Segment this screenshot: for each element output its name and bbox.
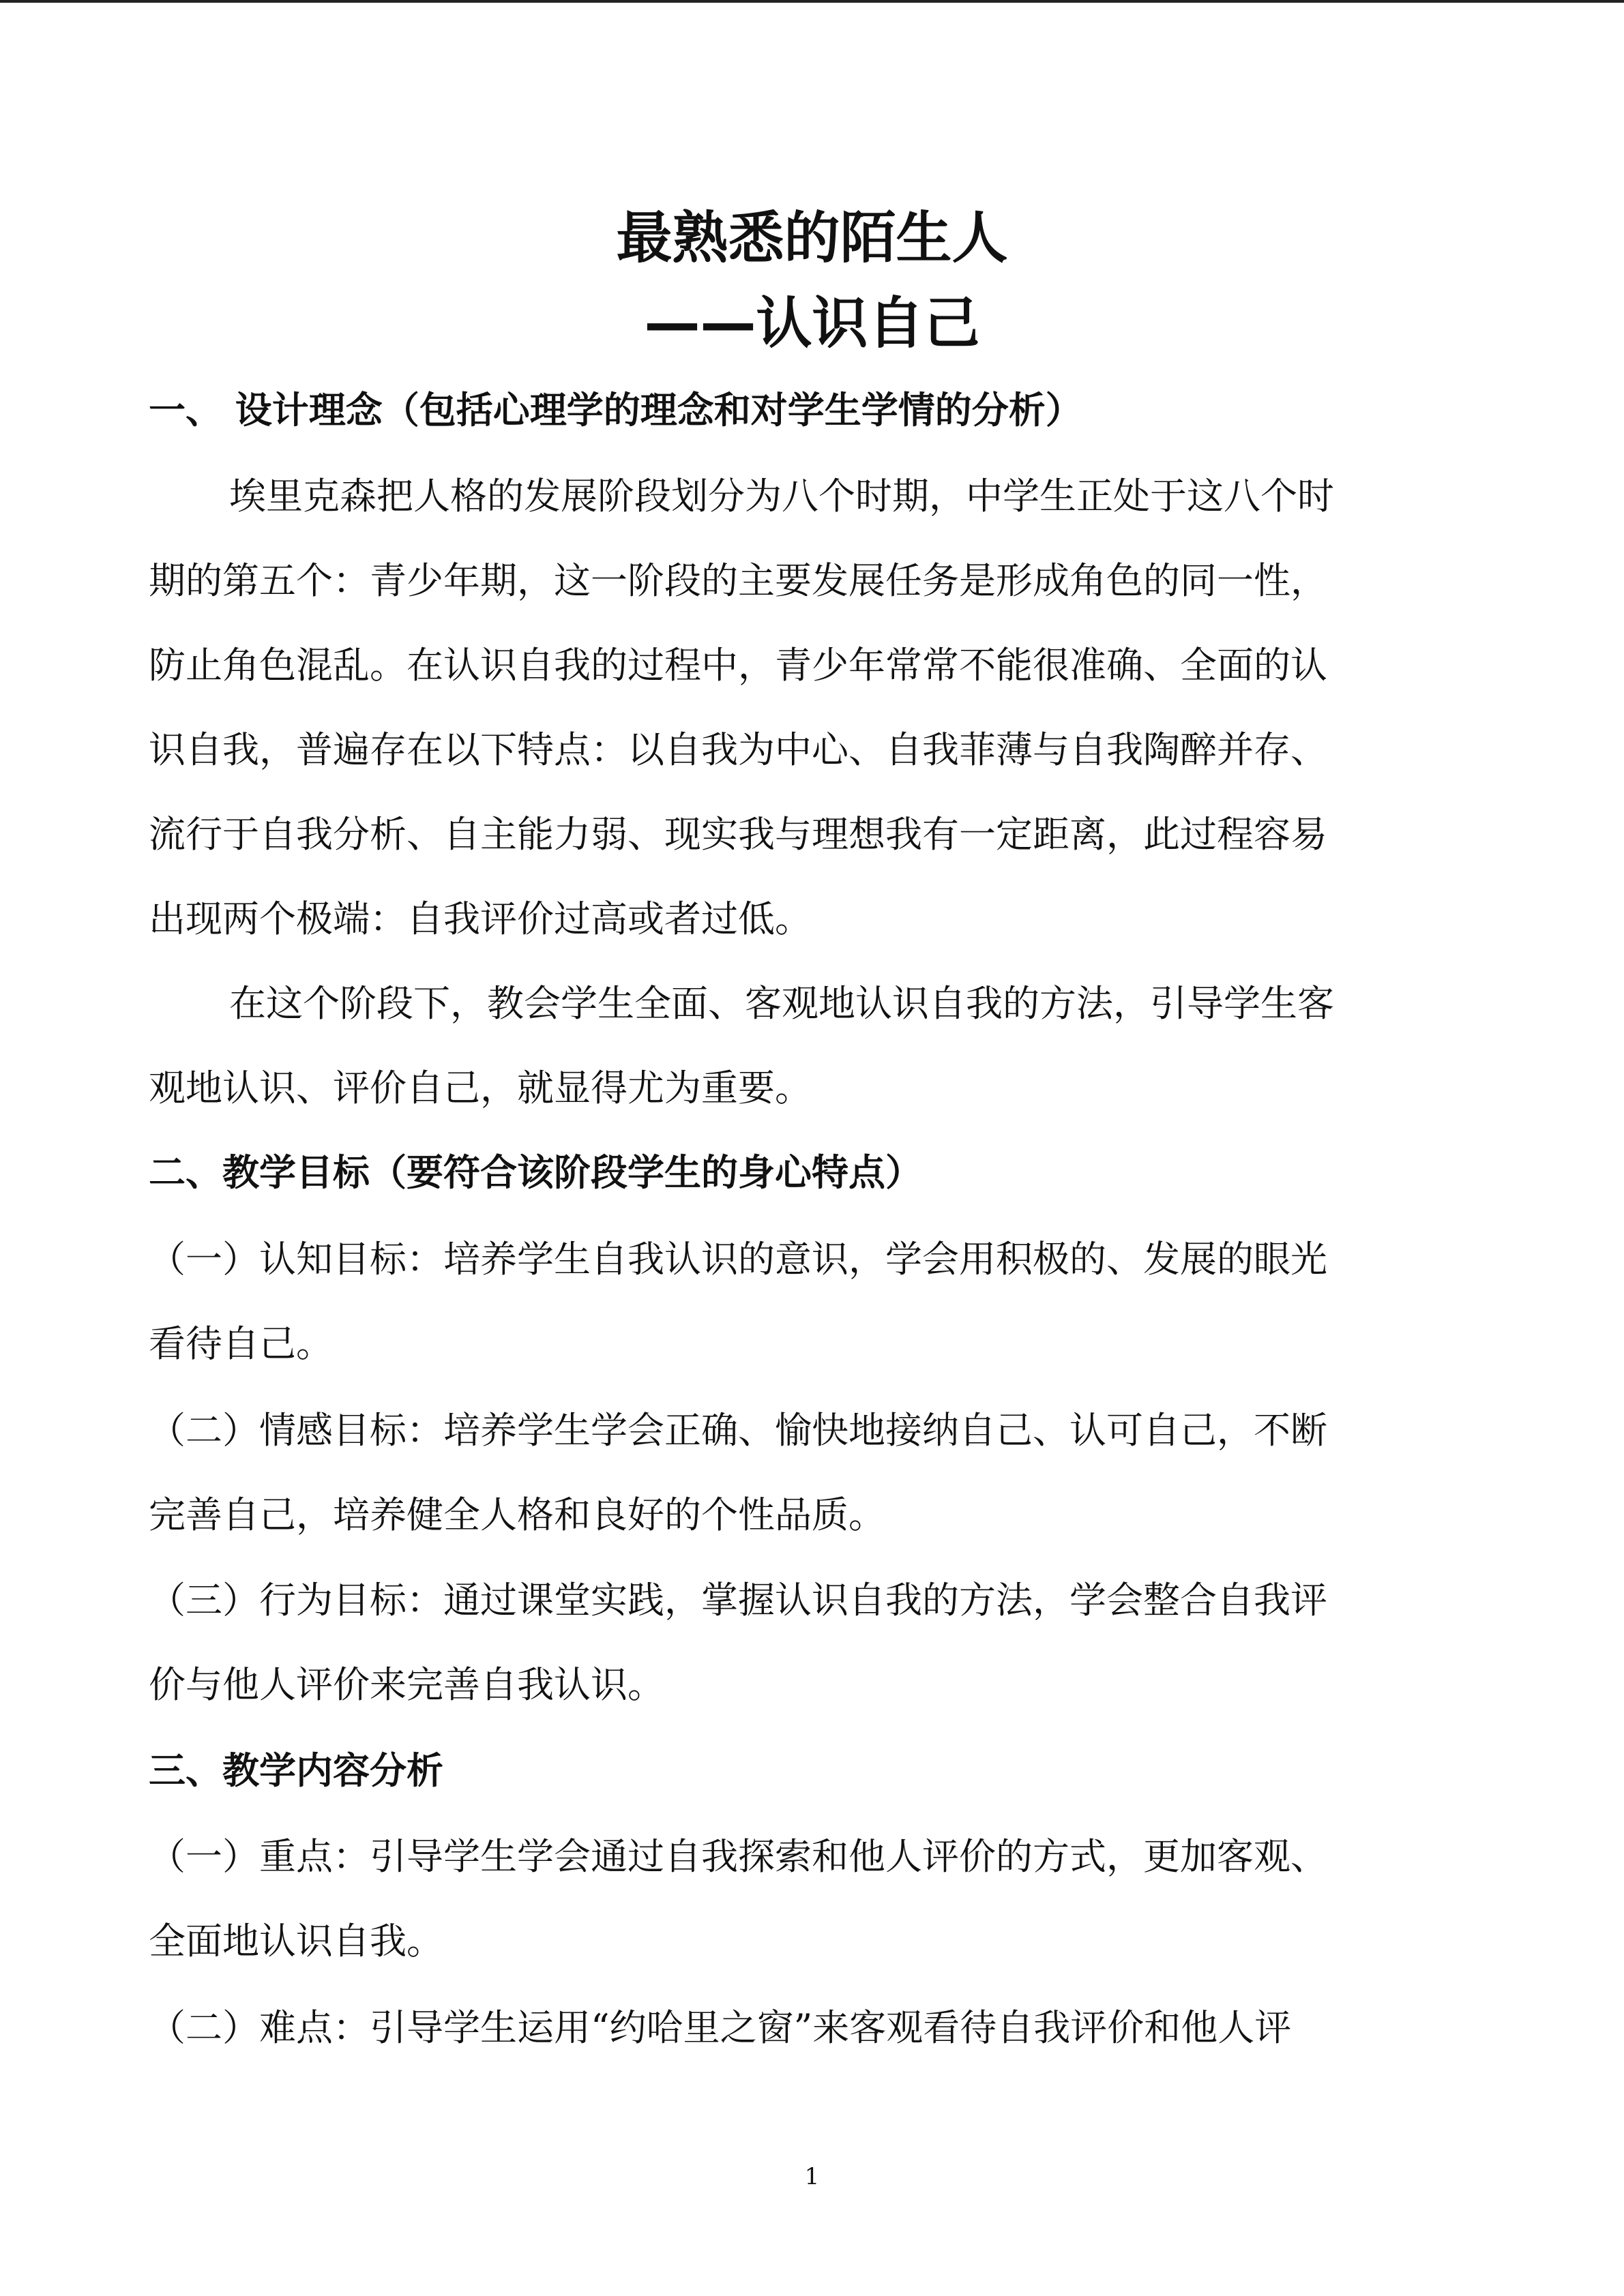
- content-difficult-point: [149, 1986, 1458, 2070]
- document-title: 最熟悉的陌生人: [616, 206, 1008, 271]
- paragraph-line: （二）情感目标：培养学生学会正确、愉快地接纳自己、认可自己，不断: [149, 1409, 1327, 1452]
- paragraph-line: （一）重点：引导学生学会通过自我探索和他人评价的方式，更加客观、: [149, 1835, 1327, 1878]
- objective-behavioral: [149, 1558, 1458, 1727]
- section-1-paragraph-2: [149, 961, 1458, 1131]
- paragraph-line: 在这个阶段下，教会学生全面、客观地认识自我的方法，引导学生客: [229, 982, 1334, 1025]
- document-subtitle: ——认识自己: [644, 291, 980, 356]
- page-number: 1: [804, 2163, 820, 2190]
- paragraph-line: （二）难点：引导学生运用“约哈里之窗”来客观看待自我评价和他人评: [149, 2006, 1292, 2049]
- paragraph-line: （三）行为目标：通过课堂实践，掌握认识自我的方法，学会整合自我评: [149, 1579, 1327, 1622]
- paragraph-line: （一）认知目标：培养学生自我认识的意识，学会用积极的、发展的眼光: [149, 1238, 1327, 1281]
- section-2-heading: 二、教学目标（要符合该阶段学生的身心特点）: [149, 1151, 922, 1194]
- paragraph-line: 埃里克森把人格的发展阶段划分为八个时期，中学生正处于这八个时: [229, 475, 1334, 518]
- paragraph-line: 看待自己。: [149, 1322, 333, 1365]
- section-1-paragraph-1: [149, 454, 1458, 961]
- section-3-heading: 三、教学内容分析: [149, 1749, 443, 1792]
- paragraph-line: 流行于自我分析、自主能力弱、现实我与理想我有一定距离，此过程容易: [149, 813, 1327, 856]
- paragraph-line: 观地认识、评价自己，就显得尤为重要。: [149, 1067, 812, 1109]
- paragraph-line: 识自我，普遍存在以下特点：以自我为中心、自我菲薄与自我陶醉并存、: [149, 728, 1327, 771]
- paragraph-line: 完善自己，培养健全人格和良好的个性品质。: [149, 1493, 885, 1536]
- objective-cognitive: [149, 1217, 1458, 1386]
- paragraph-line: 期的第五个：青少年期，这一阶段的主要发展任务是形成角色的同一性，: [149, 559, 1327, 602]
- paragraph-line: 全面地认识自我。: [149, 1920, 443, 1963]
- objective-emotional: [149, 1388, 1458, 1557]
- paragraph-line: 出现两个极端：自我评价过高或者过低。: [149, 897, 812, 940]
- paragraph-line: 价与他人评价来完善自我认识。: [149, 1663, 664, 1706]
- content-key-point: [149, 1815, 1458, 1984]
- paragraph-line: 防止角色混乱。在认识自我的过程中，青少年常常不能很准确、全面的认: [149, 644, 1327, 687]
- section-1-heading: 一、 设计理念（包括心理学的理念和对学生学情的分析）: [149, 389, 1082, 432]
- top-border-line: [0, 0, 1624, 3]
